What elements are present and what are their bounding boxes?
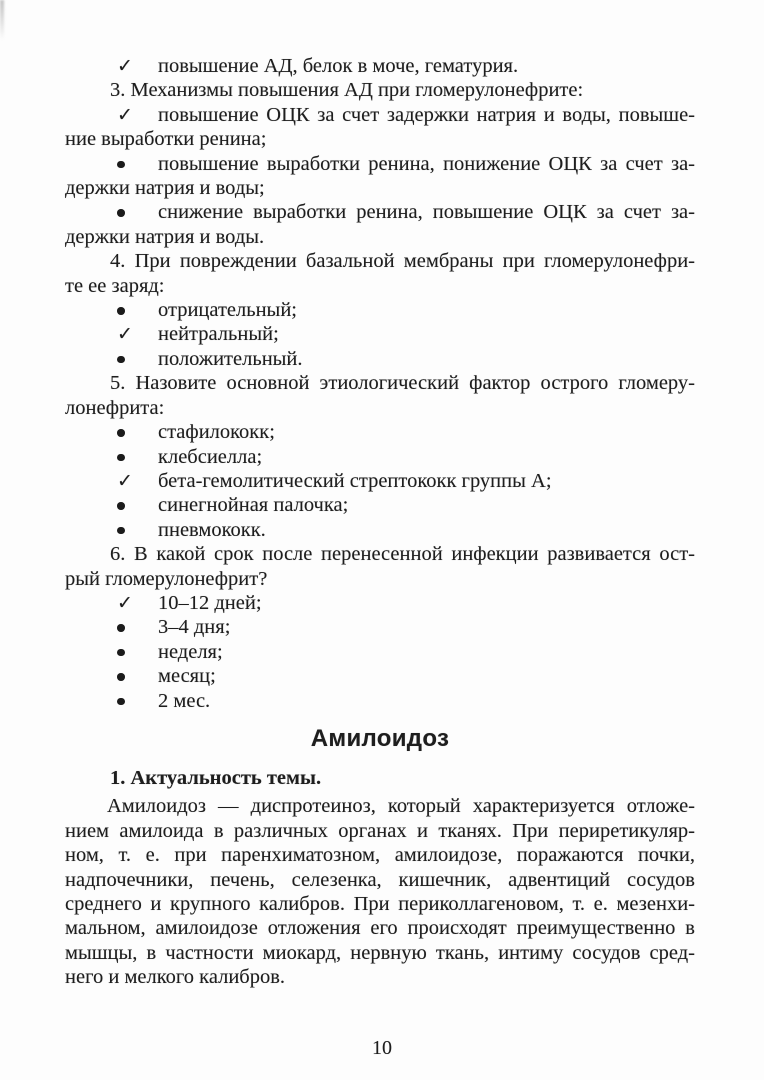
option-continuation-line: держки натрия и воды; <box>65 177 265 200</box>
subsection-title: 1. Актуальность темы. <box>110 766 322 789</box>
option-text: месяц; <box>158 665 216 688</box>
checkmark-icon: ✓ <box>117 55 133 77</box>
answer-option <box>65 689 695 713</box>
question-item <box>65 542 695 591</box>
checkmark-icon: ✓ <box>117 103 133 126</box>
bullet-icon <box>117 640 137 657</box>
option-text: стафилококк; <box>158 421 275 444</box>
bullet-icon <box>117 664 137 681</box>
page-content <box>65 54 695 990</box>
option-line <box>65 322 695 346</box>
option-line <box>65 518 695 542</box>
option-line <box>65 103 695 127</box>
option-line <box>65 591 695 615</box>
option-continuation-line: держки натрия и воды. <box>65 225 265 248</box>
question-line: рый гломерулонефрит? <box>65 567 268 590</box>
question-line: 3. Механизмы повышения АД при гломерулонефрите: <box>110 79 584 102</box>
option-text: 10–12 дней; <box>158 591 262 614</box>
answer-option <box>65 445 695 469</box>
option-line <box>65 640 695 664</box>
answer-option <box>65 664 695 688</box>
option-text: нейтральный; <box>158 323 279 346</box>
option-text: положительный. <box>158 347 303 370</box>
answer-option <box>65 200 695 249</box>
answer-option <box>65 518 695 542</box>
answer-option <box>65 322 695 346</box>
option-line <box>65 689 695 713</box>
section-heading: Амилоидоз <box>310 724 450 752</box>
option-text: пневмококк. <box>158 518 266 541</box>
option-line <box>65 664 695 688</box>
bullet-icon <box>117 689 137 706</box>
option-text: синегнойная палочка; <box>158 494 349 517</box>
checkmark-icon: ✓ <box>117 323 133 346</box>
checkmark-icon: ✓ <box>117 469 133 492</box>
answer-option <box>65 640 695 664</box>
paragraph-line: него и мелкого калибров. <box>65 966 286 989</box>
question-item <box>65 78 695 102</box>
bullet-icon <box>117 298 137 315</box>
bullet-icon <box>117 152 137 169</box>
option-line <box>65 347 695 371</box>
bullet-icon <box>117 493 137 510</box>
scan-edge-artifact <box>0 0 4 40</box>
answer-option <box>65 347 695 371</box>
option-continuation-line: ние выработки ренина; <box>65 128 267 151</box>
answer-option <box>65 298 695 322</box>
option-line <box>65 469 695 493</box>
option-line <box>65 445 695 469</box>
paragraph-line: надпочечники, печень, селезенка, кишечник, адвентиций сосудов <box>65 868 695 891</box>
question-line: 4. При повреждении базальной мембраны при гломерулонефри- <box>110 250 695 273</box>
checkmark-icon: ✓ <box>117 591 133 614</box>
question-line: 5. Назовите основной этиологический фактор острого гломеру- <box>110 372 695 395</box>
question-line: 6. В какой срок после перенесенной инфекции развивается ост- <box>110 543 695 566</box>
option-text: клебсиелла; <box>158 445 263 468</box>
answer-option <box>65 420 695 444</box>
option-text: повышение выработки ренина, понижение ОЦК за счет за- <box>158 152 695 175</box>
option-line <box>65 298 695 322</box>
option-text: повышение ОЦК за счет задержки натрия и воды, повыше- <box>158 103 695 126</box>
paragraph-line: мышцы, в частности миокард, нервную ткань, интиму сосудов сред- <box>65 941 695 964</box>
option-text: неделя; <box>158 640 223 663</box>
option-line <box>65 615 695 639</box>
answer-option <box>65 54 695 78</box>
option-text: бета-гемолитический стрептококк группы А; <box>158 469 552 492</box>
bullet-icon <box>117 200 137 217</box>
bullet-icon <box>117 615 137 632</box>
question-line: лонефрита: <box>65 396 165 419</box>
paragraph-line: среднего и крупного калибров. При периколлагеновом, т. е. мезенхи- <box>65 893 695 915</box>
paragraph-line: Амилоидоз — диспротеиноз, который характеризуется отложе- <box>107 795 695 818</box>
bullet-icon <box>117 445 137 462</box>
bullet-icon <box>117 347 137 364</box>
question-item <box>65 249 695 298</box>
answer-option <box>65 591 695 615</box>
bullet-icon <box>117 518 137 535</box>
answer-option <box>65 615 695 639</box>
body-paragraph <box>65 794 695 989</box>
question-item <box>65 371 695 420</box>
page-number: 10 <box>372 1037 392 1059</box>
option-text: 3–4 дня; <box>158 616 231 639</box>
paragraph-line: ном, т. е. при паренхиматозном, амилоидозе, поражаются почки, <box>65 844 695 867</box>
option-line <box>65 152 695 176</box>
option-line <box>65 200 695 224</box>
option-line <box>65 54 695 78</box>
paragraph-line: нием амилоида в различных органах и тканях. При периретикуляр- <box>65 819 695 842</box>
quiz-block <box>65 54 695 713</box>
option-text: 2 мес. <box>158 689 211 712</box>
answer-option <box>65 152 695 201</box>
option-line <box>65 493 695 517</box>
option-line <box>65 420 695 444</box>
answer-option <box>65 493 695 517</box>
option-text: снижение выработки ренина, повышение ОЦК за счет за- <box>158 201 695 224</box>
option-text: повышение АД, белок в моче, гематурия. <box>158 55 519 77</box>
option-text: отрицательный; <box>158 299 297 322</box>
paragraph-line: мальном, амилоидозе отложения его происходят преимущественно в <box>65 917 695 940</box>
answer-option <box>65 103 695 152</box>
answer-option <box>65 469 695 493</box>
question-line: те ее заряд: <box>65 274 165 297</box>
bullet-icon <box>117 420 137 437</box>
